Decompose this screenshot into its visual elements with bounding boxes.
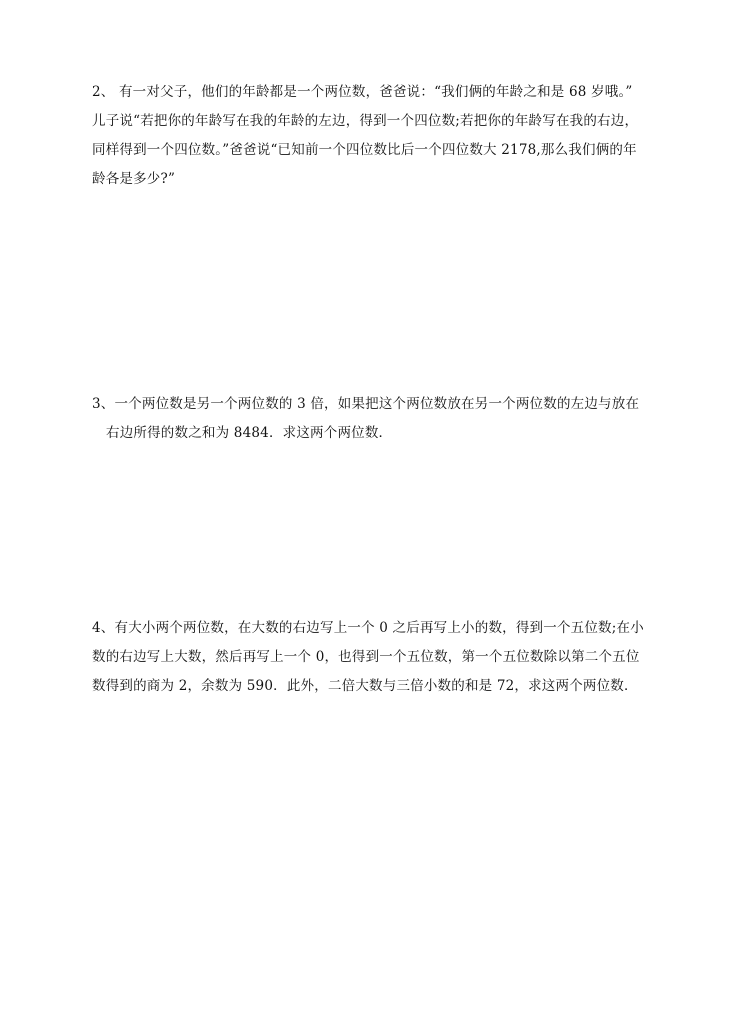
problem-4-line-2: 数的右边写上大数，然后再写上一个 0，也得到一个五位数，第一个五位数除以第二个五位 xyxy=(92,649,640,665)
problem-3-line-1: 3、一个两位数是另一个两位数的 3 倍，如果把这个两位数放在另一个两位数的左边与放在 xyxy=(92,396,640,412)
problem-2 xyxy=(92,78,652,194)
problem-4 xyxy=(92,614,652,701)
problem-4-line-1: 4、有大小两个两位数，在大数的右边写上一个 0 之后再写上小的数，得到一个五位数;在小 xyxy=(92,620,644,636)
problem-3-line-2: 右边所得的数之和为 8484．求这两个两位数． xyxy=(106,425,393,441)
problem-3 xyxy=(92,390,652,448)
problem-2-line-1: 2、 有一对父子，他们的年龄都是一个两位数，爸爸说：“我们俩的年龄之和是 68 岁哦。” xyxy=(92,84,633,100)
problem-4-line-3: 数得到的商为 2，余数为 590．此外，二倍大数与三倍小数的和是 72，求这两个两位数． xyxy=(92,678,638,694)
problem-2-line-3: 同样得到一个四位数。”爸爸说“已知前一个四位数比后一个四位数大 2178,那么我们俩的年 xyxy=(92,142,637,158)
problem-2-line-2: 儿子说“若把你的年龄写在我的年龄的左边，得到一个四位数;若把你的年龄写在我的右边， xyxy=(92,113,639,129)
problem-2-line-4: 龄各是多少?” xyxy=(92,171,176,187)
